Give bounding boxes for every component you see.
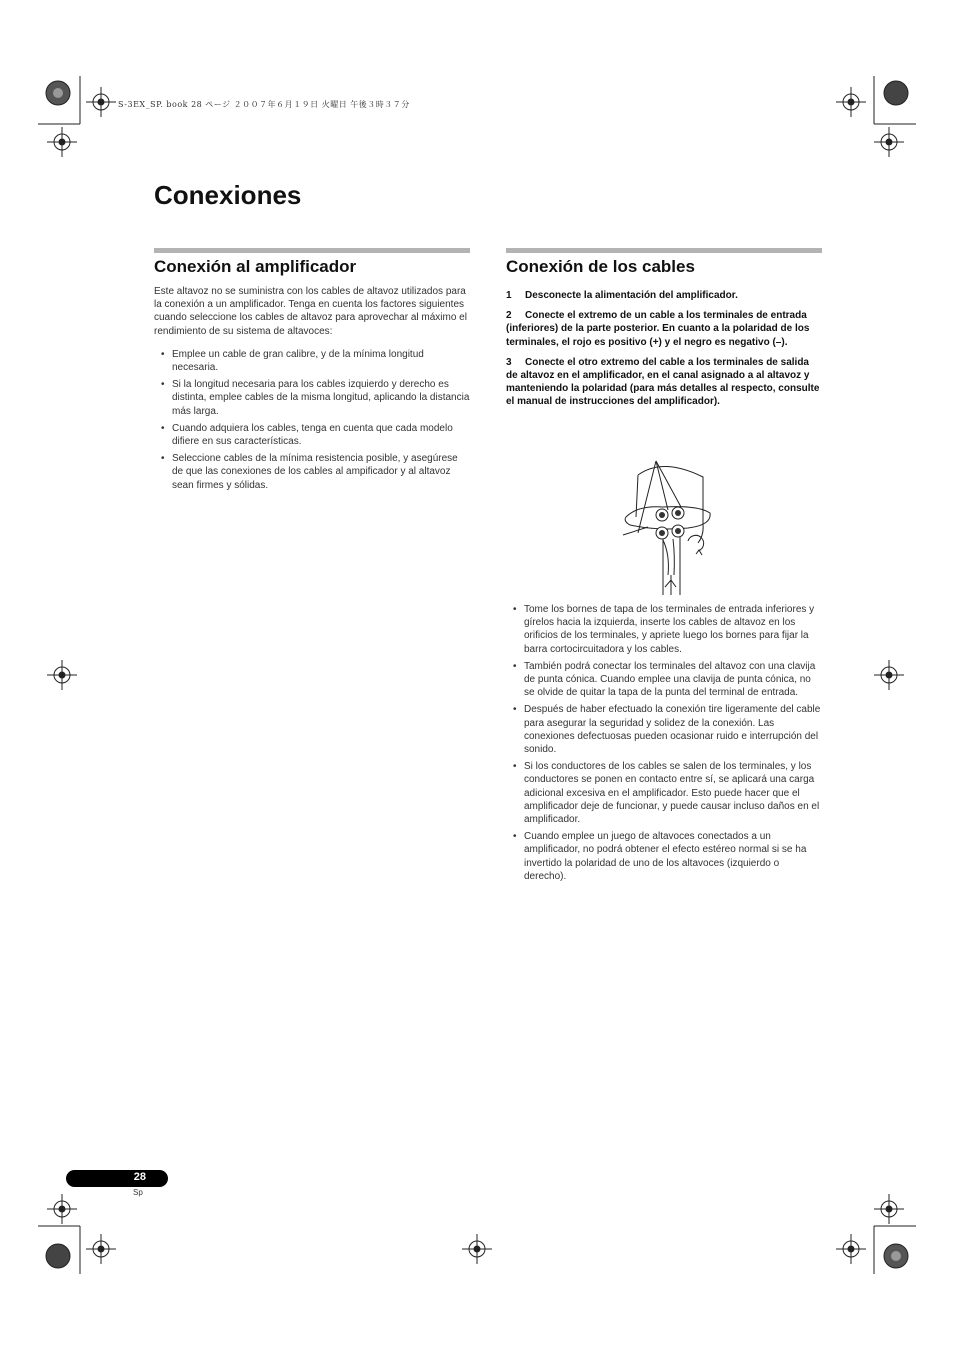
bullet-icon: •	[513, 761, 517, 773]
list-item	[154, 378, 470, 418]
list-item-text: Cuando adquiera los cables, tenga en cuenta que cada modelo difiere en sus características.	[172, 422, 453, 448]
rosette-icon	[45, 1243, 71, 1269]
list-item	[154, 348, 470, 374]
print-header: S-3EX_SP. book 28 ページ ２００７年６月１９日 火曜日 午後３時３７分	[118, 100, 410, 109]
list-item	[154, 452, 470, 492]
crosshair-icon	[874, 1194, 904, 1224]
page-number: 28	[133, 1171, 146, 1183]
crosshair-icon	[836, 87, 866, 117]
rosette-icon	[45, 80, 71, 106]
step-text: Conecte el otro extremo del cable a los terminales de salida de altavoz en el amplificador, en el canal asignado a al altavoz y manteniendo la polaridad (para más detalles al respecto, consulte el manual de instrucciones del amplificador).	[506, 356, 820, 408]
step-number: 2	[506, 310, 512, 322]
section-cable-connection	[506, 248, 822, 416]
list-item-text: Tome los bornes de tapa de los terminales de entrada inferiores y gírelos hacia la izquierda, inserte los cables de altavoz en los orificios de los terminales, y apriete luego los bornes para fijar la barra cortocircuitadora y los cables.	[524, 604, 815, 655]
bullet-icon: •	[513, 831, 517, 843]
crosshair-icon	[874, 127, 904, 157]
list-item	[506, 760, 822, 826]
step-item	[506, 356, 822, 409]
list-item-text: Si los conductores de los cables se salen de los terminales, y los conductores se ponen en contacto entre sí, se aplicará una carga adicional excesiva en el amplificador. Esto puede hacer que el amplificador deje de funcionar, y puede causar incluso daños en el amplificador.	[524, 761, 820, 826]
list-item-text: Emplee un cable de gran calibre, y de la mínima longitud necesaria.	[172, 348, 424, 374]
bullet-icon: •	[161, 422, 165, 434]
crosshair-icon	[86, 87, 116, 117]
list-item-text: También podrá conectar los terminales del altavoz con una clavija de punta cónica. Cuando emplee una clavija de punta cónica, no se olvide de quitar la tapa de la punta del terminal de entrada.	[524, 660, 816, 699]
bullet-icon: •	[161, 348, 165, 360]
bullet-icon: •	[161, 379, 165, 391]
list-item-text: Cuando emplee un juego de altavoces conectados a un amplificador, no podrá obtener el efecto estéreo normal si se ha invertido la polaridad de uno de los altavoces (izquierdo o derecho).	[524, 831, 807, 882]
section-title: Conexión al amplificador	[154, 257, 357, 276]
step-number: 1	[506, 290, 512, 301]
list-item	[506, 703, 822, 756]
crosshair-icon	[47, 660, 77, 690]
step-text: Desconecte la alimentación del amplificador.	[525, 290, 738, 301]
terminal-icon	[656, 507, 684, 539]
crosshair-icon	[874, 660, 904, 690]
rosette-icon	[883, 80, 909, 106]
list-item	[154, 422, 470, 448]
crosshair-icon	[47, 1194, 77, 1224]
section-divider	[506, 248, 822, 253]
bullet-icon: •	[513, 604, 517, 615]
connection-notes	[506, 603, 822, 887]
requirements-list	[154, 348, 470, 492]
list-item-text: Después de haber efectuado la conexión tire ligeramente del cable para asegurar la seguridad y solidez de la conexión. Las conexiones defectuosas pueden ocasionar ruido e interrupción del sonido.	[524, 704, 821, 756]
section-title: Conexión de los cables	[506, 257, 695, 276]
list-item	[506, 660, 822, 700]
speaker-terminal-diagram	[618, 455, 718, 595]
list-item	[506, 603, 822, 656]
step-item	[506, 289, 822, 302]
bullet-icon: •	[513, 704, 517, 716]
bullet-icon: •	[161, 453, 165, 465]
crosshair-icon	[47, 127, 77, 157]
bullet-icon: •	[513, 660, 517, 672]
step-number: 3	[506, 356, 512, 368]
steps-list	[506, 289, 822, 409]
crosshair-icon	[86, 1234, 116, 1264]
page-language: Sp	[133, 1188, 143, 1197]
section-amplifier-connection	[154, 248, 470, 496]
step-item	[506, 309, 822, 349]
intro-paragraph: Este altavoz no se suministra con los cables de altavoz utilizados para la conexión a un amplificador. Tenga en cuenta los factores siguientes cuando seleccione los cables de altavoz para aprovechar al máximo el rendimiento de su sistema de altavoces:	[154, 286, 467, 337]
list-item-text: Seleccione cables de la mínima resistencia posible, y asegúrese de que las conexiones de los cables al ampificador y al altavoz sean firmes y sólidas.	[172, 453, 458, 491]
page-number-tab	[66, 1170, 168, 1187]
list-item-text: Si la longitud necesaria para los cables izquierdo y derecho es distinta, emplee cables de la misma longitud, aplicando la distancia más larga.	[172, 379, 470, 417]
rosette-icon	[883, 1243, 909, 1269]
step-text: Conecte el extremo de un cable a los terminales de entrada (inferiores) de la parte posterior. En cuanto a la polaridad de los terminales, el rojo es positivo (+) y el negro es negativo (–).	[506, 310, 810, 348]
page-title: Conexiones	[154, 180, 302, 210]
crosshair-icon	[836, 1234, 866, 1264]
list-item	[506, 830, 822, 883]
notes-list	[506, 603, 822, 883]
crosshair-icon	[462, 1234, 492, 1264]
section-divider	[154, 248, 470, 253]
